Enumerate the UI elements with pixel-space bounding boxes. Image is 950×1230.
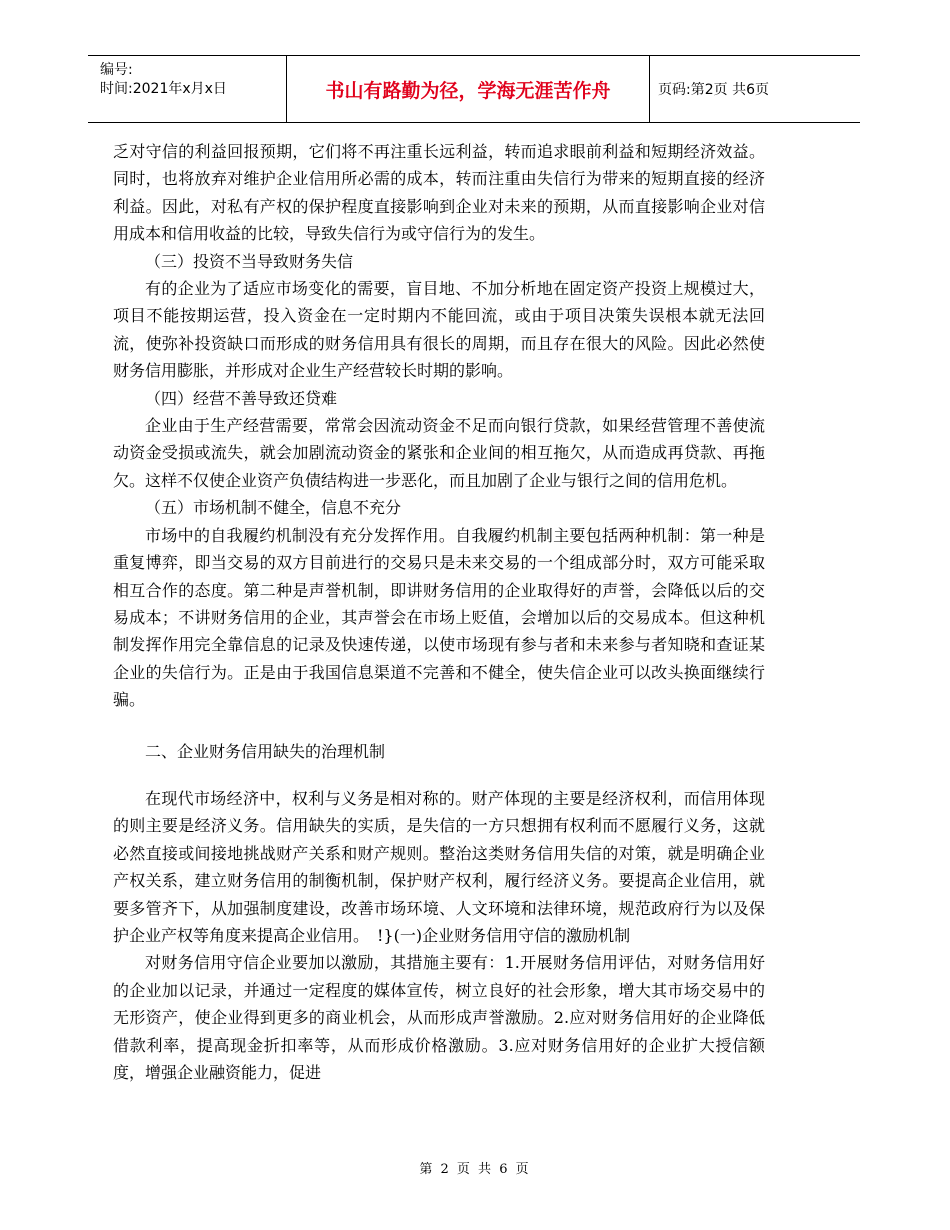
body-paragraph: 市场中的自我履约机制没有充分发挥作用。自我履约机制主要包括两种机制：第一种是重复博弈，即当交易的双方目前进行的交易只是未来交易的一个组成部分时，双方可能采取相互合作的态度。第二种是声誉机制，即讲财务信用的企业取得好的声誉，会降低以后的交易成本；不讲财务信用的企业，其声誉会在市场上贬值，会增加以后的交易成本。但这种机制发挥作用完全靠信息的记录及快速传递，以使市场现有参与者和未来参与者知晓和查证某企业的失信行为。正是由于我国信息渠道不完善和不健全，使失信企业可以改头换面继续行骗。: [113, 525, 765, 710]
header-meta-cell: [88, 56, 287, 122]
header-page-info: 页码:第2页 共6页: [658, 82, 769, 98]
body-paragraph: 在现代市场经济中，权利与义务是相对称的。财产体现的主要是经济权利，而信用体现的则主要是经济义务。信用缺失的实质，是失信的一方只想拥有权利而不愿履行义务，这就必然直接或间接地挑战财产关系和财产规则。整治这类财务信用失信的对策，就是明确企业产权关系，建立财务信用的制衡机制，保护财产权利，履行经济义务。要提高企业信用，就要多管齐下，从加强制度建设，改善市场环境、人文环境和法律环境，规范政府行为以及保护企业产权等角度来提高企业信用。 !}(一)企业财务信用守信的激励机制: [113, 788, 765, 945]
section-heading: （四）经营不善导致还贷难: [145, 388, 338, 408]
chapter-heading: 二、企业财务信用缺失的治理机制: [145, 741, 386, 761]
page-footer: 第 2 页 共 6 页: [419, 1162, 531, 1177]
body-paragraph: 有的企业为了适应市场变化的需要，盲目地、不加分析地在固定资产投资上规模过大，项目不能按期运营，投入资金在一定时期内不能回流，或由于项目决策失误根本就无法回流，使弥补投资缺口而形成的财务信用具有很长的周期，而且存在很大的风险。因此必然使财务信用膨胀，并形成对企业生产经营较长时期的影响。: [113, 279, 765, 381]
section-heading: （五）市场机制不健全，信息不充分: [145, 498, 402, 518]
body-paragraph: 对财务信用守信企业要加以激励，其措施主要有：1.开展财务信用评估，对财务信用好的企业加以记录，并通过一定程度的媒体宣传，树立良好的社会形象，增大其市场交易中的无形资产，使企业得到更多的商业机会，从而形成声誉激励。2.应对财务信用好的企业降低借款利率，提高现金折扣率等，从而形成价格激励。3.应对财务信用好的企业扩大授信额度，增强企业融资能力，促进: [113, 953, 765, 1082]
page-header: [88, 55, 860, 123]
section-heading: （三）投资不当导致财务失信: [145, 251, 354, 271]
document-number-label: 编号:: [100, 62, 133, 78]
body-paragraph: 企业由于生产经营需要，常常会因流动资金不足而向银行贷款，如果经营管理不善使流动资金受损或流失，就会加剧流动资金的紧张和企业间的相互拖欠，从而造成再贷款、再拖欠。这样不仅使企业资产负债结构进一步恶化，而且加剧了企业与银行之间的信用危机。: [113, 416, 765, 490]
document-time-label: 时间:2021年x月x日: [100, 81, 227, 97]
header-motto: 书山有路勤为径，学海无涯苦作舟: [287, 56, 650, 122]
body-paragraph: 乏对守信的利益回报预期，它们将不再注重长远利益，转而追求眼前利益和短期经济效益。同时，也将放弃对维护企业信用所必需的成本，转而注重由失信行为带来的短期直接的经济利益。因此，对私有产权的保护程度直接影响到企业对未来的预期，从而直接影响企业对信用成本和信用收益的比较，导致失信行为或守信行为的发生。: [113, 142, 765, 244]
document-body: [113, 138, 765, 1086]
